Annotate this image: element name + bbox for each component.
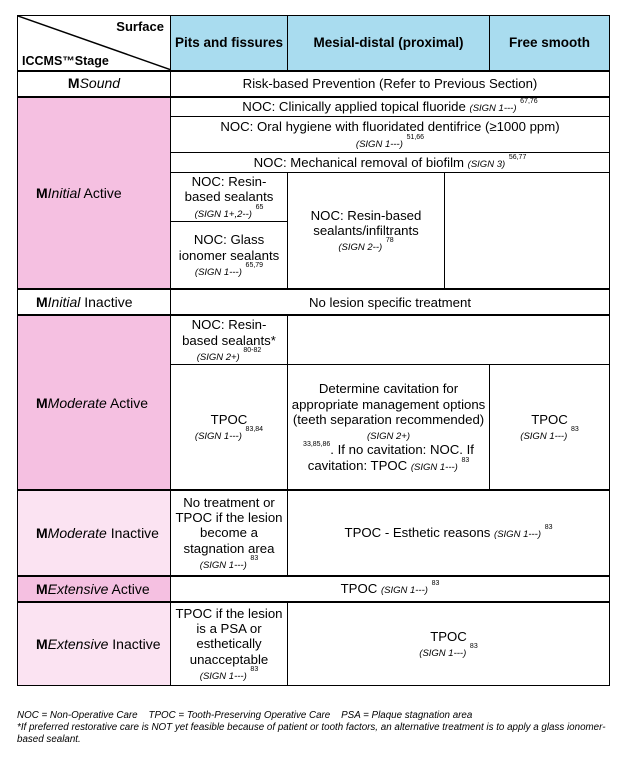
iccms-treatment-table: [17, 15, 610, 686]
initial-resin-sealants: NOC: Resin-based sealants (SIGN 1+,2--) $^{65}$: [171, 173, 288, 222]
col-mesial-distal: Mesial-distal (proximal): [288, 16, 490, 71]
asterisk-note: *If preferred restorative care is NOT yet feasible because of patient or tooth factors, an alternative treatment is to apply a glass ionomer-based sealant.: [17, 721, 606, 745]
footnotes: [17, 710, 622, 746]
topical-fluoride-row: NOC: Clinically applied topical fluoride (SIGN 1---) $^{67,76}$: [171, 97, 610, 117]
moderate-smooth-tpoc: TPOC (SIGN 1---) $^{83}$: [490, 365, 610, 490]
stage-initial-inactive: MInitial Inactive: [18, 289, 171, 315]
col-pits-fissures: Pits and fissures: [171, 16, 288, 71]
initial-glass-ionomer: NOC: Glass ionomer sealants (SIGN 1---) $^{65,79}$: [171, 221, 288, 289]
stage-moderate-inactive: MModerate Inactive: [18, 490, 171, 576]
oral-hygiene-row: NOC: Oral hygiene with fluoridated dentifrice (≥1000 ppm) (SIGN 1---) $^{51,66}$: [171, 117, 610, 153]
stage-moderate-active: MModerate Active: [18, 315, 171, 489]
stage-label: ICCMS™Stage: [22, 54, 109, 68]
stage-extensive-inactive: MExtensive Inactive: [18, 602, 171, 686]
surface-label: Surface: [116, 19, 164, 34]
extensive-active-treatment: TPOC (SIGN 1---) $^{83}$: [171, 576, 610, 602]
header-diagonal-cell: [18, 16, 171, 71]
initial-smooth-empty: [445, 173, 610, 290]
initial-infiltrants: NOC: Resin-based sealants/infiltrants (SIGN 2--) $^{78}$: [288, 173, 445, 290]
stage-extensive-active: MExtensive Active: [18, 576, 171, 602]
col-free-smooth: Free smooth: [490, 16, 610, 71]
stage-sound: MSound: [18, 71, 171, 97]
moderate-inactive-pits: No treatment or TPOC if the lesion become a stagnation area (SIGN 1---) $^{83}$: [171, 490, 288, 576]
extensive-inactive-tpoc: TPOC (SIGN 1---) $^{83}$: [288, 602, 610, 686]
moderate-resin-sealants: NOC: Resin-based sealants* (SIGN 2+) $^{80-82}$: [171, 315, 288, 364]
biofilm-removal-row: NOC: Mechanical removal of biofilm (SIGN 3) $^{56,77}$: [171, 153, 610, 173]
sound-treatment: Risk-based Prevention (Refer to Previous Section): [171, 71, 610, 97]
extensive-inactive-pits: TPOC if the lesion is a PSA or esthetically unacceptable (SIGN 1---) $^{83}$: [171, 602, 288, 686]
initial-inactive-treatment: No lesion specific treatment: [171, 289, 610, 315]
abbreviations-note: NOC = Non-Operative Care TPOC = Tooth-Preserving Operative Care PSA = Plaque stagnation area: [17, 710, 473, 721]
stage-initial-active: MInitial Active: [18, 97, 171, 290]
moderate-sealant-empty: [288, 315, 610, 364]
moderate-inactive-esthetic: TPOC - Esthetic reasons (SIGN 1---) $^{83}$: [288, 490, 610, 576]
moderate-pits-tpoc: TPOC (SIGN 1---) $^{83,84}$: [171, 365, 288, 490]
moderate-proximal-cavitation: Determine cavitation for appropriate management options (teeth separation recommended) (SIGN 2+) $^{33,85,86}$. If no cavitation: NOC. If cavitation: TPOC (SIGN 1---) $^{83}$: [288, 365, 490, 490]
